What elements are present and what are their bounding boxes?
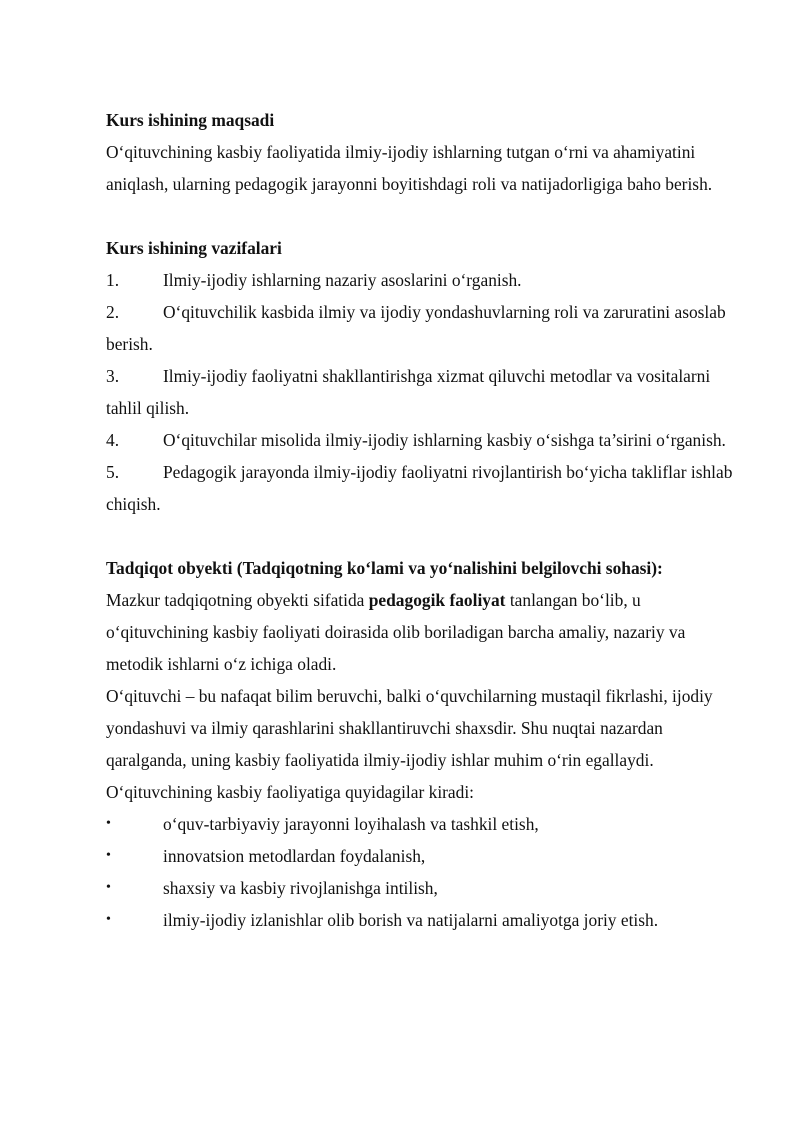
object-text-start: Mazkur tadqiqotning obyekti sifatida bbox=[106, 590, 369, 610]
goal-text: O‘qituvchining kasbiy faoliyatida ilmiy-ijodiy ishlarning tutgan o‘rni va ahamiyatini aniqlash, ularning pedagogik jarayonni boyitishdagi roli va natijadorligiga baho berish. bbox=[106, 142, 713, 194]
bullet-item bbox=[106, 904, 746, 936]
goal-heading: Kurs ishining maqsadi bbox=[106, 110, 275, 130]
task-number: 1. bbox=[106, 270, 120, 290]
task-text: O‘qituvchilik kasbida ilmiy va ijodiy yondashuvlarning roli va zaruratini asoslab berish. bbox=[106, 302, 726, 354]
task-item bbox=[106, 360, 746, 424]
task-number: 5. bbox=[106, 462, 120, 482]
task-item bbox=[106, 264, 746, 296]
bullet-text: o‘quv-tarbiyaviy jarayonni loyihalash va tashkil etish, bbox=[163, 814, 539, 834]
bullet-icon: • bbox=[106, 848, 111, 863]
object-emphasis: pedagogik faoliyat bbox=[368, 590, 506, 610]
object-paragraph-2: O‘qituvchi – bu nafaqat bilim beruvchi, balki o‘quvchilarning mustaqil fikrlashi, ijodiy yondashuvi va ilmiy qarashlarini shakllantiruvchi shaxsdir. Shu nuqtai nazardan qaralganda, uning kasbiy faoliyatida ilmiy-ijodiy ishlar muhim o‘rin egallaydi. O‘qituvchining kasbiy faoliyatiga quyidagilar kiradi: bbox=[106, 686, 713, 802]
object-paragraph-1 bbox=[106, 584, 746, 680]
task-number: 3. bbox=[106, 366, 120, 386]
task-text: O‘qituvchilar misolida ilmiy-ijodiy ishlarning kasbiy o‘sishga ta’sirini o‘rganish. bbox=[163, 430, 726, 450]
object-text-end: tanlangan bo‘lib, u o‘qituvchining kasbiy faoliyati doirasida olib boriladigan barcha amaliy, nazariy va metodik ishlarni o‘z ichiga oladi. bbox=[106, 590, 686, 674]
section-spacer bbox=[106, 520, 746, 552]
task-number: 4. bbox=[106, 430, 120, 450]
bullet-item bbox=[106, 808, 746, 840]
bullet-icon: • bbox=[106, 880, 111, 895]
task-item bbox=[106, 296, 746, 360]
bullet-text: shaxsiy va kasbiy rivojlanishga intilish, bbox=[163, 878, 438, 898]
task-text: Ilmiy-ijodiy ishlarning nazariy asoslarini o‘rganish. bbox=[163, 270, 522, 290]
object-heading: Tadqiqot obyekti (Tadqiqotning ko‘lami va yo‘nalishini belgilovchi sohasi): bbox=[106, 558, 663, 578]
bullet-item bbox=[106, 872, 746, 904]
task-item bbox=[106, 424, 746, 456]
task-item bbox=[106, 456, 746, 520]
section-spacer bbox=[106, 200, 746, 232]
tasks-heading: Kurs ishining vazifalari bbox=[106, 238, 282, 258]
bullet-icon: • bbox=[106, 912, 111, 927]
task-text: Ilmiy-ijodiy faoliyatni shakllantirishga xizmat qiluvchi metodlar va vositalarni tahlil qilish. bbox=[106, 366, 711, 418]
bullet-item bbox=[106, 840, 746, 872]
task-number: 2. bbox=[106, 302, 120, 322]
bullet-text: ilmiy-ijodiy izlanishlar olib borish va natijalarni amaliyotga joriy etish. bbox=[163, 910, 659, 930]
document-content bbox=[106, 104, 746, 936]
bullet-text: innovatsion metodlardan foydalanish, bbox=[163, 846, 426, 866]
task-text: Pedagogik jarayonda ilmiy-ijodiy faoliyatni rivojlantirish bo‘yicha takliflar ishlab chiqish. bbox=[106, 462, 733, 514]
bullet-icon: • bbox=[106, 816, 111, 831]
